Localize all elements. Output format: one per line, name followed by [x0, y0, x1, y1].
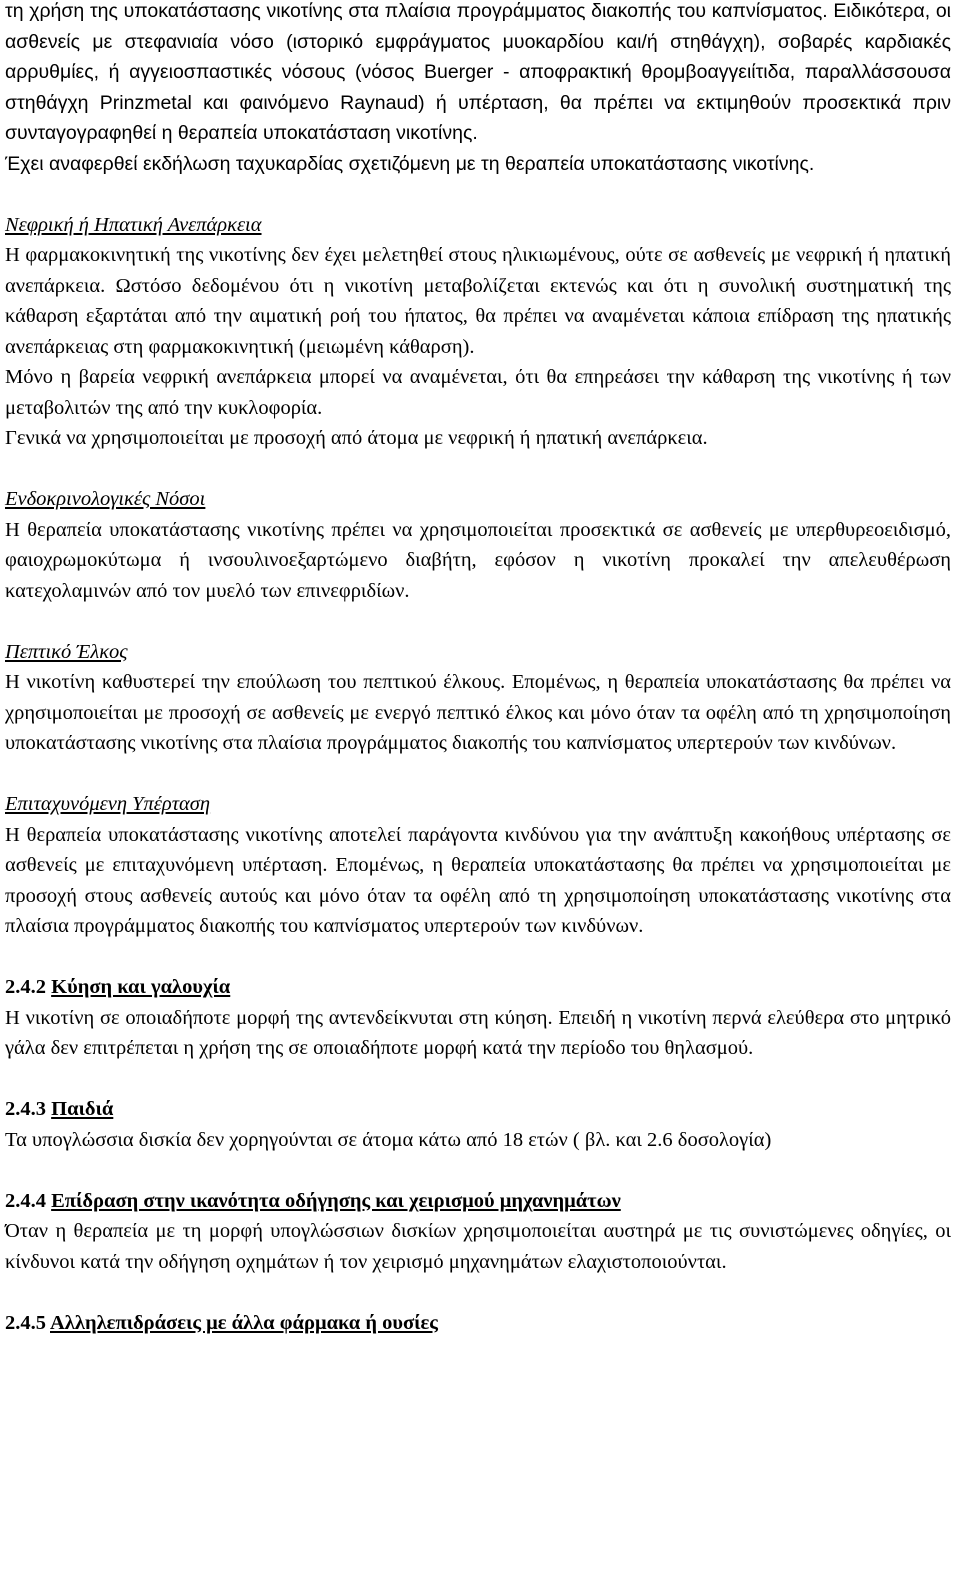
section-title: Παιδιά — [51, 1098, 114, 1120]
section-title: Αλληλεπιδράσεις με άλλα φάρμακα ή ουσίες — [50, 1311, 438, 1334]
section-title: Επίδραση στην ικανότητα οδήγησης και χειρισμού μηχανημάτων — [51, 1189, 621, 1212]
paragraph-accelerated-hypertension: Η θεραπεία υποκατάστασης νικοτίνης αποτελεί παράγοντα κινδύνου για την ανάπτυξη κακοήθους υπέρτασης σε ασθενείς με επιταχυνόμενη υπέρταση. Επομένως, η θεραπεία υποκατάστασης θα πρέπει να χρησιμοποιείται με προσοχή στους ασθενείς αυτούς και μόνο όταν τα οφέλη από τη χρησιμοποίηση υποκατάστασης νικοτίνης στα πλαίσια προγράμματος διακοπής του καπνίσματος υπερτερούν των κινδύνων. — [5, 823, 951, 937]
paragraph-children: Τα υπογλώσσια δισκία δεν χορηγούνται σε άτομα κάτω από 18 ετών ( βλ. και 2.6 δοσολογία) — [5, 1128, 772, 1151]
section-number: 2.4.2 — [5, 976, 46, 998]
heading-peptic-ulcer: Πεπτικό Έλκος — [5, 640, 128, 663]
paragraph-tachycardia: Έχει αναφερθεί εκδήλωση ταχυκαρδίας σχετιζόμενη με τη θεραπεία υποκατάστασης νικοτίνης. — [5, 152, 815, 175]
section-number: 2.4.5 — [5, 1311, 46, 1334]
paragraph-renal-hepatic-1: Η φαρμακοκινητική της νικοτίνης δεν έχει μελετηθεί στους ηλικιωμένους, ούτε σε ασθενείς με νεφρική ή ηπατική ανεπάρκεια. Ωστόσο δεδομένου ότι η νικοτίνη μεταβολίζεται εκτενώς και ότι η συνολική συστηματική της κάθαρση εξαρτάται από την αιματική ροή του ήπατος, θα πρέπει να αναμένεται κάποια επίδραση της ηπατικής ανεπάρκειας στη φαρμακοκινητική (μειωμένη κάθαρση). — [5, 244, 951, 358]
heading-renal-hepatic: Νεφρική ή Ηπατική Ανεπάρκεια — [5, 213, 262, 236]
section-number: 2.4.4 — [5, 1189, 46, 1212]
paragraph-peptic-ulcer: Η νικοτίνη καθυστερεί την επούλωση του πεπτικού έλκους. Επομένως, η θεραπεία υποκατάστασης θα πρέπει να χρησιμοποιείται με προσοχή σε ασθενείς με ενεργό πεπτικό έλκος και μόνο όταν τα οφέλη από τη χρησιμοποίηση υποκατάστασης νικοτίνης στα πλαίσια προγράμματος διακοπής του καπνίσματος υπερτερούν των κινδύνων. — [5, 671, 951, 754]
heading-section-2-4-5 — [5, 1308, 951, 1339]
section-title: Κύηση και γαλουχία — [51, 976, 231, 998]
section-number: 2.4.3 — [5, 1098, 46, 1120]
paragraph-cardiovascular: τη χρήση της υποκατάστασης νικοτίνης στα πλαίσια προγράμματος διακοπής του καπνίσματος. Ειδικότερα, οι ασθενείς με στεφανιαία νόσο (ιστορικό εμφράγματος μυοκαρδίου και/ή στηθάγχη), σοβαρές καρδιακές αρρυθμίες, ή αγγειοσπαστικές νόσους (νόσος Buerger - αποφρακτική θρομβοαγγειίτιδα, παραλλάσσουσα στηθάγχη Prinzmetal και φαινόμενο Raynaud) ή υπέρταση, θα πρέπει να εκτιμηθούν προσεκτικά πριν συνταγογραφηθεί η θεραπεία υποκατάσταση νικοτίνης. — [5, 0, 951, 144]
heading-accelerated-hypertension: Επιταχυνόμενη Υπέρταση — [5, 793, 211, 815]
paragraph-endocrine: Η θεραπεία υποκατάστασης νικοτίνης πρέπει να χρησιμοποιείται προσεκτικά σε ασθενείς με υπερθυρεοειδισμό, φαιοχρωμοκύτωμα ή ινσουλινοεξαρτώμενο διαβήτη, εφόσον η νικοτίνη προκαλεί την απελευθέρωση κατεχολαμινών από τον μυελό των επινεφριδίων. — [5, 518, 951, 602]
paragraph-renal-hepatic-2: Μόνο η βαρεία νεφρική ανεπάρκεια μπορεί να αναμένεται, ότι θα επηρεάσει την κάθαρση της νικοτίνης ή των μεταβολιτών της από την κυκλοφορία. — [5, 366, 951, 419]
paragraph-pregnancy: Η νικοτίνη σε οποιαδήποτε μορφή της αντενδείκνυται στη κύηση. Επειδή η νικοτίνη περνά ελεύθερα στο μητρικό γάλα δεν επιτρέπεται η χρήση της σε οποιαδήποτε μορφή κατά την περίοδο του θηλασμού. — [5, 1006, 951, 1059]
heading-section-2-4-3 — [5, 1094, 951, 1125]
heading-section-2-4-2 — [5, 972, 951, 1003]
document-page — [5, 0, 951, 1338]
paragraph-driving: Όταν η θεραπεία με τη μορφή υπογλώσσιων δισκίων χρησιμοποιείται αυστηρά με τις συνιστώμενες οδηγίες, οι κίνδυνοι κατά την οδήγηση οχημάτων ή τον χειρισμό μηχανημάτων ελαχιστοποιούνται. — [5, 1220, 951, 1273]
heading-section-2-4-4 — [5, 1186, 951, 1217]
paragraph-renal-hepatic-3: Γενικά να χρησιμοποιείται με προσοχή από άτομα με νεφρική ή ηπατική ανεπάρκεια. — [5, 427, 708, 449]
heading-endocrine: Ενδοκρινολογικές Νόσοι — [5, 488, 206, 510]
